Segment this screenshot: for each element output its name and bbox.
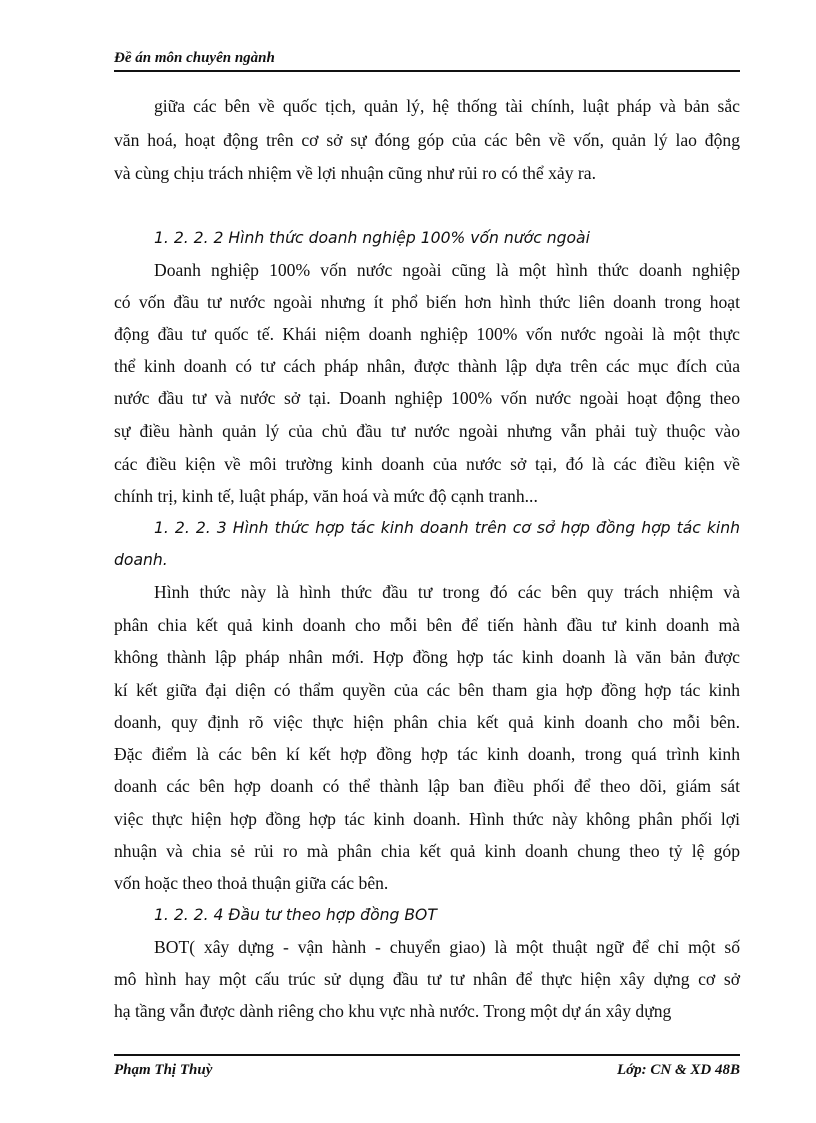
paragraph-line: Doanh nghiệp 100% vốn nước ngoài cũng là một hình thức doanh nghiệp: [154, 260, 740, 280]
paragraph-line: văn hoá, hoạt động trên cơ sở sự đóng góp của các bên về vốn, quản lý lao động: [114, 130, 740, 150]
paragraph-line: không thành lập pháp nhân mới. Hợp đồng hợp tác kinh doanh là văn bản được: [114, 647, 740, 667]
section-heading: 1. 2. 2. 3 Hình thức hợp tác kinh doanh trên cơ sở hợp đồng hợp tác kinh: [154, 519, 740, 537]
paragraph-line: các điều kiện về môi trường kinh doanh của nước sở tại, đó là các điều kiện về: [114, 454, 740, 474]
page-footer: [114, 1054, 740, 1086]
paragraph-line: BOT( xây dựng - vận hành - chuyển giao) là một thuật ngữ để chỉ một số: [154, 937, 740, 957]
paragraph-line: thể kinh doanh có tư cách pháp nhân, được thành lập dựa trên các mục đích của: [114, 356, 740, 376]
paragraph-line: giữa các bên về quốc tịch, quản lý, hệ thống tài chính, luật pháp và bản sắc: [154, 96, 740, 116]
paragraph-line: sự điều hành quản lý của chủ đầu tư nước ngoài nhưng vẫn phải tuỳ thuộc vào: [114, 421, 740, 441]
section-heading: 1. 2. 2. 4 Đầu tư theo hợp đồng BOT: [154, 906, 437, 924]
paragraph-line: doanh, quy định rõ việc thực hiện phân chia kết quả kinh doanh cho mỗi bên.: [114, 712, 740, 732]
paragraph-line: Hình thức này là hình thức đầu tư trong đó các bên quy trách nhiệm và: [154, 582, 740, 602]
paragraph-line: mô hình hay một cấu trúc sử dụng đầu tư tư nhân để thực hiện xây dựng cơ sở: [114, 969, 740, 989]
paragraph-line: và cùng chịu trách nhiệm về lợi nhuận cũng như rủi ro có thể xảy ra.: [114, 163, 596, 183]
paragraph-line: kí kết giữa đại diện có thẩm quyền của các bên tham gia hợp đồng hợp tác kinh: [114, 680, 740, 700]
header-title: Đề án môn chuyên ngành: [114, 50, 275, 66]
paragraph-line: hạ tầng vẫn được dành riêng cho khu vực nhà nước. Trong một dự án xây dựng: [114, 1001, 672, 1021]
paragraph-line: vốn hoặc theo thoả thuận giữa các bên.: [114, 873, 389, 893]
section-heading: 1. 2. 2. 2 Hình thức doanh nghiệp 100% vốn nước ngoài: [154, 229, 590, 247]
paragraph-line: doanh các bên hợp doanh có thể thành lập ban điều phối để theo dõi, giám sát: [114, 776, 740, 796]
page-header: [114, 46, 740, 72]
paragraph-line: chính trị, kinh tế, luật pháp, văn hoá và mức độ cạnh tranh...: [114, 486, 538, 506]
footer-class: Lớp: CN & XD 48B: [616, 1062, 740, 1078]
paragraph-line: nhuận và chia sẻ rủi ro mà phân chia kết quả kinh doanh chung theo tỷ lệ góp: [114, 841, 740, 861]
paragraph-line: nước đầu tư và nước sở tại. Doanh nghiệp 100% vốn nước ngoài hoạt động theo: [114, 388, 740, 408]
paragraph-line: động đầu tư quốc tế. Khái niệm doanh nghiệp 100% vốn nước ngoài là một thực: [114, 324, 740, 344]
section-heading: doanh.: [114, 551, 168, 569]
paragraph-line: phân chia kết quả kinh doanh cho mỗi bên để tiến hành đầu tư kinh doanh mà: [114, 615, 740, 635]
footer-author: Phạm Thị Thuỳ: [114, 1062, 213, 1078]
paragraph-line: Đặc điểm là các bên kí kết hợp đồng hợp tác kinh doanh, trong quá trình kinh: [114, 744, 740, 764]
paragraph-line: việc thực hiện hợp đồng hợp tác kinh doanh. Hình thức này không phân phối lợi: [114, 809, 740, 829]
paragraph-line: có vốn đầu tư nước ngoài nhưng ít phổ biến hơn hình thức liên doanh trong hoạt: [114, 292, 740, 312]
